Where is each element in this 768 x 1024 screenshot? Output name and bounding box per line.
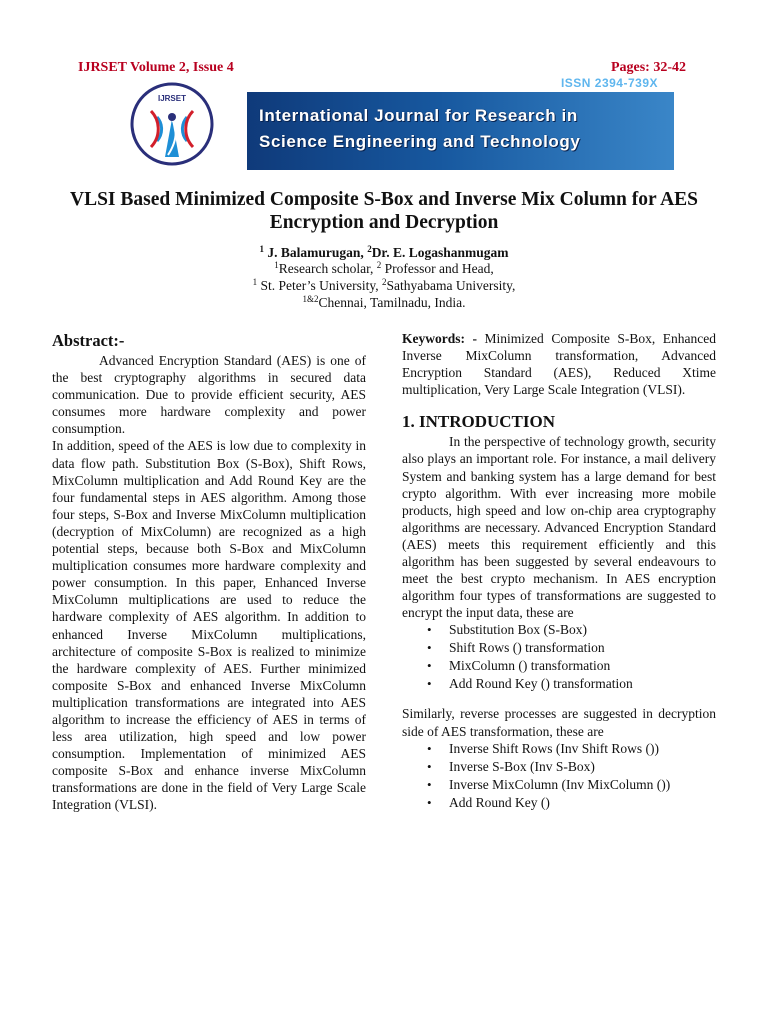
journal-logo <box>97 78 247 170</box>
journal-name-panel <box>247 78 674 170</box>
univ1-text: St. Peter’s University, <box>260 278 379 293</box>
list-item: • Add Round Key () <box>402 794 716 812</box>
abstract-heading: Abstract:- <box>52 331 125 350</box>
journal-banner <box>97 78 674 170</box>
journal-name-line2: Science Engineering and Technology <box>259 132 581 151</box>
keywords-label: Keywords: - <box>402 331 478 346</box>
list-item: • MixColumn () transformation <box>402 657 716 675</box>
journal-name-line1: International Journal for Research in <box>259 106 578 125</box>
affiliation-location <box>0 295 768 311</box>
list-item: • Inverse Shift Rows (Inv Shift Rows ()) <box>402 740 716 758</box>
author1-name: J. Balamurugan, <box>267 245 364 260</box>
logo-label: IJRSET <box>157 94 187 103</box>
list-item: • Shift Rows () transformation <box>402 639 716 657</box>
journal-volume: IJRSET Volume 2, Issue 4 <box>78 60 234 75</box>
affiliation-university <box>0 278 768 294</box>
author2-superscript: 2 <box>367 244 372 254</box>
decryption-steps-list <box>402 740 716 812</box>
page-range: Pages: 32-42 <box>610 60 686 75</box>
list-item: • Add Round Key () transformation <box>402 675 716 693</box>
role2-text: Professor and Head, <box>384 261 494 276</box>
author1-superscript: 1 <box>259 244 265 254</box>
introduction-paragraph-1: In the perspective of technology growth, security also plays an important role. For instance, a mail delivery System and banking system has a large demand for best crypto algorithm. With ever increasing more mobile products, high speed and low on-chip area cryptography algorithms are necessary. Advanced Encryption Standard (AES) meets this requirement efficiently and this algorithm has been suggested by several endeavours to meet the best crypto mechanism. In AES encryption algorithm four types of transformations are suggested to encrypt the input data, these are <box>402 434 716 621</box>
role1-text: Research scholar, <box>278 261 374 276</box>
left-column <box>52 330 366 814</box>
author-line <box>0 245 768 261</box>
univ1-superscript: 1 <box>252 277 258 287</box>
paper-title: VLSI Based Minimized Composite S-Box and Inverse Mix Column for AES Encryption and Decryption <box>69 189 699 233</box>
keywords-text: Minimized Composite S-Box, Enhanced Inverse MixColumn transformation, Advanced Encryption Standard (AES), Reduced Xtime multiplication, Very Large Scale Integration (VLSI). <box>402 331 716 398</box>
encryption-steps-list <box>402 621 716 693</box>
issn-number: ISSN 2394-739X <box>557 76 662 90</box>
introduction-paragraph-2: Similarly, reverse processes are suggested in decryption side of AES transformation, these are <box>402 706 716 739</box>
univ2-text: Sathyabama University, <box>386 278 516 293</box>
role1-superscript: 1 <box>274 260 279 270</box>
location-superscript: 1&2 <box>302 294 319 304</box>
author2-name: Dr. E. Logashanmugam <box>371 245 509 260</box>
list-item: • Inverse S-Box (Inv S-Box) <box>402 758 716 776</box>
location-text: Chennai, Tamilnadu, India. <box>318 295 466 310</box>
right-column <box>402 330 716 812</box>
univ2-superscript: 2 <box>382 277 387 287</box>
role2-superscript: 2 <box>376 260 382 270</box>
affiliation-role <box>0 261 768 277</box>
keywords-paragraph <box>402 330 716 398</box>
introduction-heading: 1. INTRODUCTION <box>402 412 556 432</box>
list-item: • Inverse MixColumn (Inv MixColumn ()) <box>402 776 716 794</box>
abstract-paragraph-2: In addition, speed of the AES is low due to complexity in data flow path. Substitution Box (S-Box), Shift Rows, MixColumn multiplication and Add Round Key are the four fundamental steps in AES algorithm. Among those four steps, S-Box and Inverse MixColumn multiplication (decryption of MixColumn) are recognized as a high potential steps, because both S-Box and MixColumn multiplication consumes more hardware complexity and power consumption. In this paper, Enhanced Inverse MixColumn multiplications are used to reduce the hardware complexity of AES algorithm. In addition to enhanced Inverse MixColumn multiplications, architecture of composite S-Box is realized to minimize the hardware complexity of AES. Further minimized composite S-Box and enhanced Inverse MixColumn multiplication transformations are integrated into AES algorithm to increase the efficiency of AES in terms of less area utilization, high speed and low power consumption. Implementation of minimized AES composite S-Box and enhance inverse MixColumn transformations are done in the field of Very Large Scale Integration (VLSI). <box>52 438 366 813</box>
wireless-tower-icon <box>127 81 217 167</box>
abstract-paragraph-1: Advanced Encryption Standard (AES) is one of the best cryptography algorithms in secured data communication. Due to provide efficient security, AES consumes more hardware complexity and power consumption. <box>52 353 366 437</box>
list-item: • Substitution Box (S-Box) <box>402 621 716 639</box>
